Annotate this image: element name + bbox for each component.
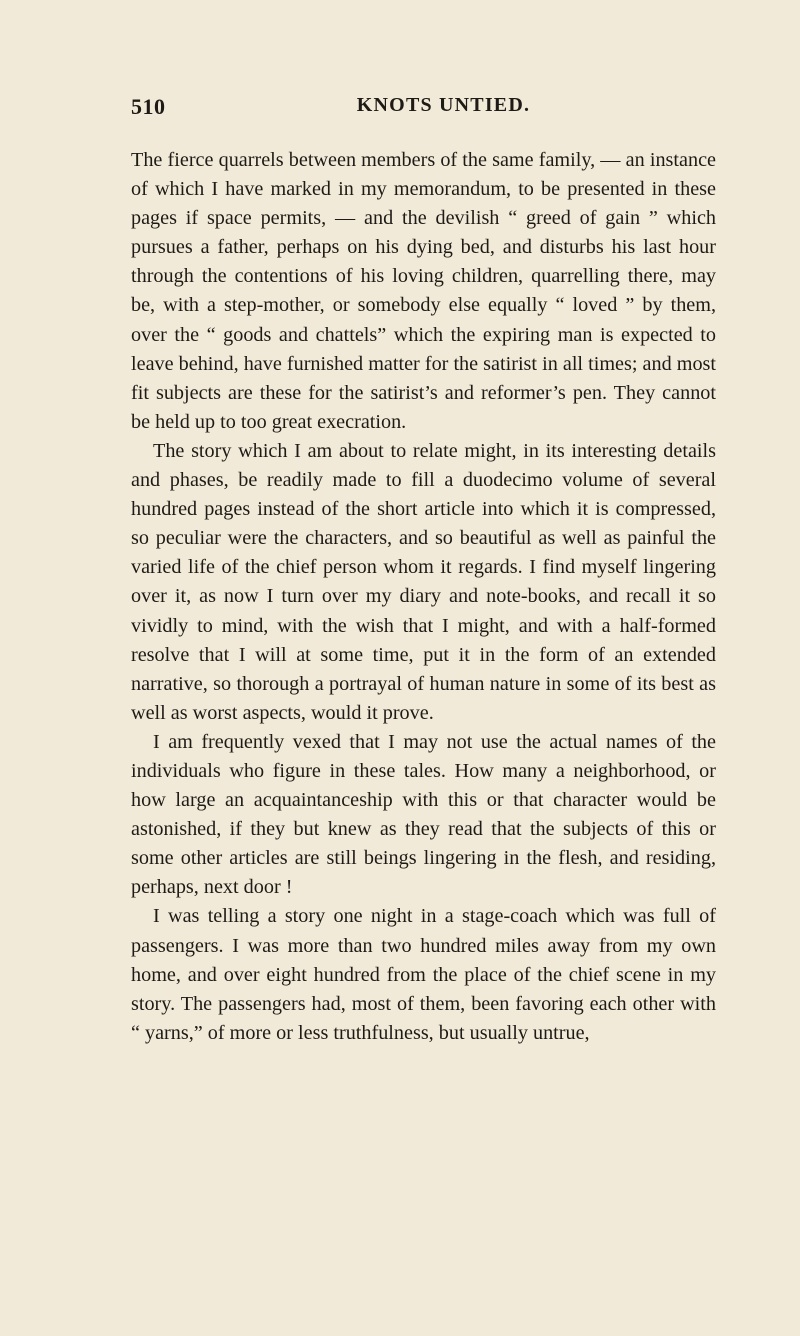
running-head: [131, 94, 716, 124]
page-number: 510: [131, 94, 166, 119]
paragraph: The fierce quarrels between members of the same family, — an instance of which I have marked in my memorandum, to be presented in these pages if space permits, — and the devilish “ greed of gain ” which pursues a father, perhaps on his dying bed, and disturbs his last hour through the contentions of his loving children, quarrelling there, may be, with a step-mother, or somebody else equally “ loved ” by them, over the “ goods and chattels” which the expiring man is expected to leave behind, have furnished matter for the satirist in all times; and most fit subjects are these for the satirist’s and reformer’s pen. They cannot be held up to too great execration.: [131, 149, 716, 433]
paragraph: I am frequently vexed that I may not use the actual names of the individuals who figure in these tales. How many a neighborhood, or how large an acquaintanceship with this or that character would be astonished, if they but knew as they read that the subjects of this or some other articles are still beings lingering in the flesh, and residing, perhaps, next door !: [131, 730, 716, 899]
paragraph: I was telling a story one night in a stage-coach which was full of passengers. I was more than two hundred miles away from my own home, and over eight hundred from the place of the chief scene in my story. The passengers had, most of them, been favoring each other with “ yarns,” of more or less truthfulness, but usually untrue,: [131, 905, 716, 1044]
paragraph: The story which I am about to relate might, in its interesting details and phases, be readily made to fill a duodecimo volume of several hundred pages instead of the short article into which it is compressed, so peculiar were the characters, and so beautiful as well as painful the varied life of the chief person whom it regards. I find myself lingering over it, as now I turn over my diary and note-books, and recall it so vividly to mind, with the wish that I might, and with a half-formed resolve that I will at some time, put it in the form of an extended narrative, so thorough a portrayal of human nature in some of its best as well as worst aspects, would it prove.: [131, 439, 716, 724]
body-text: [131, 146, 716, 1048]
running-title: KNOTS UNTIED.: [356, 94, 531, 116]
